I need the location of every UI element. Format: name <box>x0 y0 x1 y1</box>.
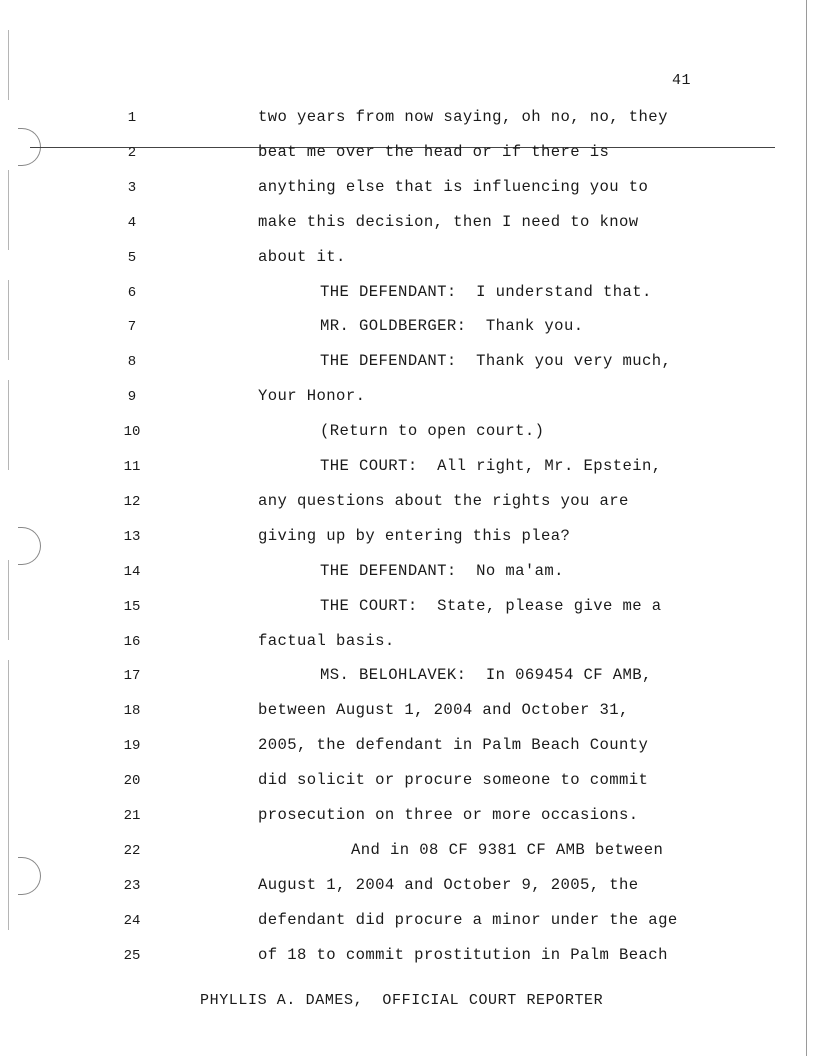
transcript-line <box>0 385 817 415</box>
line-text: about it. <box>258 247 346 266</box>
transcript-line <box>0 211 817 241</box>
line-text: anything else that is influencing you to <box>258 177 649 196</box>
transcript-line <box>0 699 817 729</box>
transcript-line <box>0 874 817 904</box>
line-text: factual basis. <box>258 631 395 650</box>
line-text: THE DEFENDANT: No ma'am. <box>320 561 564 580</box>
line-number: 5 <box>127 249 137 266</box>
line-number: 11 <box>123 459 141 475</box>
line-text: Your Honor. <box>258 387 366 406</box>
line-number: 6 <box>127 284 137 301</box>
line-text: any questions about the rights you are <box>258 491 629 510</box>
line-number: 23 <box>123 877 141 894</box>
line-number: 19 <box>123 738 141 755</box>
line-text: THE COURT: All right, Mr. Epstein, <box>320 457 662 475</box>
line-number: 24 <box>123 912 141 929</box>
line-number: 13 <box>123 528 141 545</box>
line-number: 16 <box>123 633 141 650</box>
line-text: did solicit or procure someone to commit <box>258 771 649 790</box>
transcript-line <box>0 909 817 939</box>
line-number: 4 <box>127 214 137 231</box>
transcript-line <box>0 141 817 171</box>
line-number: 10 <box>123 424 141 441</box>
transcript-line <box>0 560 817 590</box>
transcript-line <box>0 664 817 694</box>
court-reporter-footer: PHYLLIS A. DAMES, OFFICIAL COURT REPORTER <box>200 992 604 1009</box>
line-number: 3 <box>127 179 137 196</box>
line-number: 17 <box>123 668 141 685</box>
transcript-line <box>0 176 817 206</box>
line-number: 15 <box>123 598 141 615</box>
line-text: beat me over the head or if there is <box>258 142 610 161</box>
transcript-line <box>0 839 817 869</box>
line-text: THE DEFENDANT: Thank you very much, <box>320 352 672 371</box>
line-text: And in 08 CF 9381 CF AMB between <box>351 840 664 859</box>
page-number: 41 <box>672 72 692 89</box>
transcript-line <box>0 350 817 380</box>
transcript-line <box>0 315 817 345</box>
line-text: make this decision, then I need to know <box>258 212 639 231</box>
line-text: THE DEFENDANT: I understand that. <box>320 282 652 301</box>
line-number: 25 <box>123 947 141 964</box>
transcript-line <box>0 525 817 555</box>
transcript-line <box>0 420 817 450</box>
line-number: 1 <box>127 110 137 126</box>
line-text: (Return to open court.) <box>320 422 545 441</box>
line-text: August 1, 2004 and October 9, 2005, the <box>258 875 639 894</box>
transcript-line <box>0 769 817 799</box>
line-text: giving up by entering this plea? <box>258 526 571 545</box>
transcript-line <box>0 944 817 974</box>
line-number: 8 <box>127 354 137 371</box>
transcript-line <box>0 734 817 764</box>
line-text: THE COURT: State, please give me a <box>320 596 662 615</box>
line-text: MR. GOLDBERGER: Thank you. <box>320 317 584 336</box>
transcript-line <box>0 804 817 834</box>
transcript-line <box>0 490 817 520</box>
transcript-line <box>0 106 817 136</box>
line-number: 20 <box>123 773 141 790</box>
transcript-line <box>0 630 817 660</box>
line-text: defendant did procure a minor under the age <box>258 910 678 929</box>
line-text: two years from now saying, oh no, no, they <box>258 108 668 126</box>
line-number: 21 <box>123 808 141 824</box>
line-number: 18 <box>123 703 141 720</box>
line-text: 2005, the defendant in Palm Beach County <box>258 736 649 755</box>
line-number: 12 <box>123 493 141 510</box>
line-number: 9 <box>127 389 137 406</box>
line-text: prosecution on three or more occasions. <box>258 806 639 824</box>
line-number: 7 <box>127 319 137 336</box>
line-text: MS. BELOHLAVEK: In 069454 CF AMB, <box>320 666 652 685</box>
transcript-line <box>0 281 817 311</box>
line-text: of 18 to commit prostitution in Palm Beach <box>258 945 668 964</box>
line-number: 22 <box>123 842 141 859</box>
line-number: 2 <box>127 144 137 161</box>
scan-margin-mark <box>8 30 9 100</box>
transcript-line <box>0 246 817 276</box>
transcript-line <box>0 595 817 625</box>
line-number: 14 <box>123 563 141 580</box>
line-text: between August 1, 2004 and October 31, <box>258 701 629 720</box>
transcript-line <box>0 455 817 485</box>
